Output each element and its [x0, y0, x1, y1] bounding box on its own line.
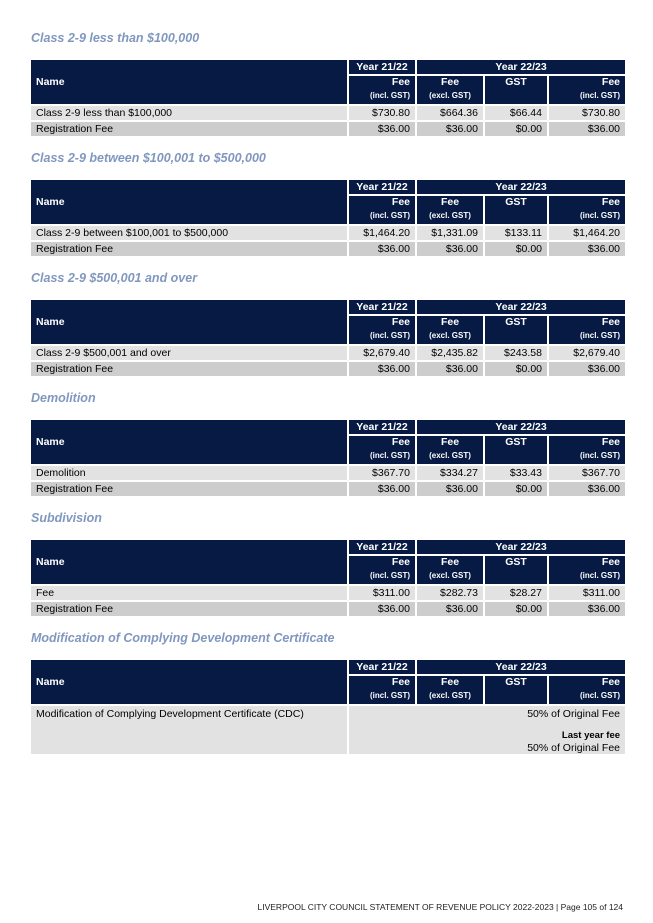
excl-gst-label: (excl. GST) — [429, 211, 471, 220]
fee-excl: $2,435.82 — [417, 346, 483, 360]
fee-incl-prev-header — [349, 196, 415, 224]
gst-header — [485, 556, 547, 584]
fee-section — [31, 150, 623, 258]
section-title: Modification of Complying Development Certificate — [31, 631, 335, 645]
year-prev-header: Year 21/22 — [349, 60, 415, 74]
name-column-header: Name — [31, 180, 347, 224]
gst-label: GST — [505, 556, 527, 568]
row-name: Registration Fee — [31, 242, 347, 256]
prev-fee-incl: $36.00 — [349, 362, 415, 376]
fee-table — [29, 418, 627, 498]
incl-gst-label: (incl. GST) — [370, 451, 410, 460]
table-row — [31, 586, 625, 600]
fee-incl: $1,464.20 — [549, 226, 625, 240]
gst-label: GST — [505, 76, 527, 88]
fee-label: Fee — [440, 556, 460, 568]
table-row — [31, 226, 625, 240]
fee-excl-header — [417, 76, 483, 104]
name-column-header: Name — [31, 60, 347, 104]
fee-section — [31, 30, 623, 138]
fee-incl: $36.00 — [549, 122, 625, 136]
prev-fee-incl: $36.00 — [349, 602, 415, 616]
fee-incl-header — [549, 316, 625, 344]
year-prev-header: Year 21/22 — [349, 300, 415, 314]
gst-label: GST — [505, 436, 527, 448]
section-title: Demolition — [31, 391, 96, 405]
prev-fee-incl: $2,679.40 — [349, 346, 415, 360]
fee-table — [29, 658, 627, 756]
row-name: Registration Fee — [31, 482, 347, 496]
fee-incl: $36.00 — [549, 482, 625, 496]
gst-amount: $0.00 — [485, 602, 547, 616]
fee-table — [29, 298, 627, 378]
fee-label: Fee — [391, 196, 410, 208]
fee-excl: $1,331.09 — [417, 226, 483, 240]
incl-gst-label: (incl. GST) — [580, 91, 621, 100]
year-curr-header: Year 22/23 — [417, 60, 625, 74]
fee-section — [31, 630, 623, 756]
year-curr-header: Year 22/23 — [417, 180, 625, 194]
row-name: Fee — [31, 586, 347, 600]
fee-section — [31, 390, 623, 498]
fee-incl-header — [549, 556, 625, 584]
fee-incl: $36.00 — [549, 242, 625, 256]
fee-incl: $311.00 — [549, 586, 625, 600]
table-row — [31, 482, 625, 496]
prev-fee-incl: $36.00 — [349, 122, 415, 136]
row-name: Modification of Complying Development Certificate (CDC) — [31, 706, 347, 754]
fee-excl: $664.36 — [417, 106, 483, 120]
section-title: Class 2-9 between $100,001 to $500,000 — [31, 151, 266, 165]
table-row — [31, 602, 625, 616]
prev-fee-incl: $367.70 — [349, 466, 415, 480]
year-prev-header: Year 21/22 — [349, 540, 415, 554]
fee-label: Fee — [601, 196, 621, 208]
name-column-header: Name — [31, 540, 347, 584]
name-column-header: Name — [31, 660, 347, 704]
fee-excl-header — [417, 436, 483, 464]
excl-gst-label: (excl. GST) — [429, 91, 471, 100]
row-name: Class 2-9 $500,001 and over — [31, 346, 347, 360]
incl-gst-label: (incl. GST) — [580, 691, 621, 700]
page-footer: LIVERPOOL CITY COUNCIL STATEMENT OF REVENUE POLICY 2022-2023 | Page 105 of 124 — [257, 902, 623, 912]
last-year-fee-value: 50% of Original Fee — [527, 742, 621, 754]
table-row — [31, 242, 625, 256]
fee-label: Fee — [391, 316, 410, 328]
gst-amount: $0.00 — [485, 242, 547, 256]
excl-gst-label: (excl. GST) — [429, 571, 471, 580]
gst-label: GST — [505, 316, 527, 328]
gst-amount: $133.11 — [485, 226, 547, 240]
fee-excl: $36.00 — [417, 362, 483, 376]
row-name: Demolition — [31, 466, 347, 480]
name-column-header: Name — [31, 420, 347, 464]
fee-incl-header — [549, 76, 625, 104]
gst-header — [485, 316, 547, 344]
table-row — [31, 466, 625, 480]
last-year-fee-label: Last year fee — [561, 730, 621, 741]
fee-incl-header — [549, 196, 625, 224]
fee-incl: $36.00 — [549, 362, 625, 376]
fee-label: Fee — [440, 196, 460, 208]
fee-label: Fee — [601, 556, 621, 568]
excl-gst-label: (excl. GST) — [429, 331, 471, 340]
fee-label: Fee — [440, 436, 460, 448]
year-curr-header: Year 22/23 — [417, 420, 625, 434]
table-row — [31, 362, 625, 376]
fee-table — [29, 538, 627, 618]
excl-gst-label: (excl. GST) — [429, 451, 471, 460]
fee-excl: $282.73 — [417, 586, 483, 600]
prev-fee-incl: $36.00 — [349, 482, 415, 496]
fee-label: Fee — [601, 436, 621, 448]
fee-excl: $36.00 — [417, 122, 483, 136]
fee-table — [29, 178, 627, 258]
fee-description: 50% of Original Fee — [527, 708, 621, 720]
fee-section — [31, 270, 623, 378]
year-curr-header: Year 22/23 — [417, 660, 625, 674]
table-row — [31, 346, 625, 360]
fee-incl-prev-header — [349, 76, 415, 104]
fee-incl: $730.80 — [549, 106, 625, 120]
row-name: Class 2-9 less than $100,000 — [31, 106, 347, 120]
fee-excl-header — [417, 676, 483, 704]
gst-amount: $28.27 — [485, 586, 547, 600]
gst-header — [485, 196, 547, 224]
section-title: Subdivision — [31, 511, 102, 525]
prev-fee-incl: $311.00 — [349, 586, 415, 600]
fee-incl-header — [549, 676, 625, 704]
fee-incl: $367.70 — [549, 466, 625, 480]
incl-gst-label: (incl. GST) — [580, 571, 621, 580]
incl-gst-label: (incl. GST) — [370, 211, 410, 220]
fee-section — [31, 510, 623, 618]
fee-excl: $36.00 — [417, 602, 483, 616]
fee-label: Fee — [391, 556, 410, 568]
gst-amount: $0.00 — [485, 482, 547, 496]
row-name: Registration Fee — [31, 122, 347, 136]
fee-label: Fee — [391, 76, 410, 88]
gst-amount: $0.00 — [485, 122, 547, 136]
row-name: Class 2-9 between $100,001 to $500,000 — [31, 226, 347, 240]
fee-label: Fee — [440, 76, 460, 88]
fee-label: Fee — [440, 316, 460, 328]
fee-incl-header — [549, 436, 625, 464]
fee-label: Fee — [391, 676, 410, 688]
gst-label: GST — [505, 676, 527, 688]
incl-gst-label: (incl. GST) — [370, 691, 410, 700]
section-title: Class 2-9 $500,001 and over — [31, 271, 198, 285]
fee-label: Fee — [440, 676, 460, 688]
incl-gst-label: (incl. GST) — [580, 331, 621, 340]
fee-table — [29, 58, 627, 138]
gst-header — [485, 676, 547, 704]
gst-amount: $243.58 — [485, 346, 547, 360]
year-curr-header: Year 22/23 — [417, 540, 625, 554]
fee-label: Fee — [601, 316, 621, 328]
gst-header — [485, 76, 547, 104]
fee-incl-prev-header — [349, 436, 415, 464]
fee-incl: $36.00 — [549, 602, 625, 616]
gst-amount: $66.44 — [485, 106, 547, 120]
fee-label: Fee — [601, 676, 621, 688]
fee-label: Fee — [601, 76, 621, 88]
incl-gst-label: (incl. GST) — [370, 331, 410, 340]
incl-gst-label: (incl. GST) — [580, 451, 621, 460]
incl-gst-label: (incl. GST) — [580, 211, 621, 220]
fee-incl-prev-header — [349, 316, 415, 344]
prev-fee-incl: $1,464.20 — [349, 226, 415, 240]
table-row — [31, 122, 625, 136]
fee-excl: $36.00 — [417, 242, 483, 256]
fee-incl: $2,679.40 — [549, 346, 625, 360]
fee-incl-prev-header — [349, 556, 415, 584]
fee-excl-header — [417, 556, 483, 584]
fee-excl-header — [417, 316, 483, 344]
incl-gst-label: (incl. GST) — [370, 571, 410, 580]
fee-incl-prev-header — [349, 676, 415, 704]
prev-fee-incl: $730.80 — [349, 106, 415, 120]
fee-excl-header — [417, 196, 483, 224]
year-prev-header: Year 21/22 — [349, 420, 415, 434]
name-column-header: Name — [31, 300, 347, 344]
fee-label: Fee — [391, 436, 410, 448]
fee-description-cell — [349, 706, 625, 754]
prev-fee-incl: $36.00 — [349, 242, 415, 256]
row-name: Registration Fee — [31, 362, 347, 376]
year-curr-header: Year 22/23 — [417, 300, 625, 314]
gst-amount: $33.43 — [485, 466, 547, 480]
incl-gst-label: (incl. GST) — [370, 91, 410, 100]
row-name: Registration Fee — [31, 602, 347, 616]
gst-amount: $0.00 — [485, 362, 547, 376]
excl-gst-label: (excl. GST) — [429, 691, 471, 700]
table-row — [31, 106, 625, 120]
fee-excl: $36.00 — [417, 482, 483, 496]
gst-label: GST — [505, 196, 527, 208]
table-row — [31, 706, 625, 754]
fee-excl: $334.27 — [417, 466, 483, 480]
gst-header — [485, 436, 547, 464]
year-prev-header: Year 21/22 — [349, 180, 415, 194]
section-title: Class 2-9 less than $100,000 — [31, 31, 200, 45]
year-prev-header: Year 21/22 — [349, 660, 415, 674]
